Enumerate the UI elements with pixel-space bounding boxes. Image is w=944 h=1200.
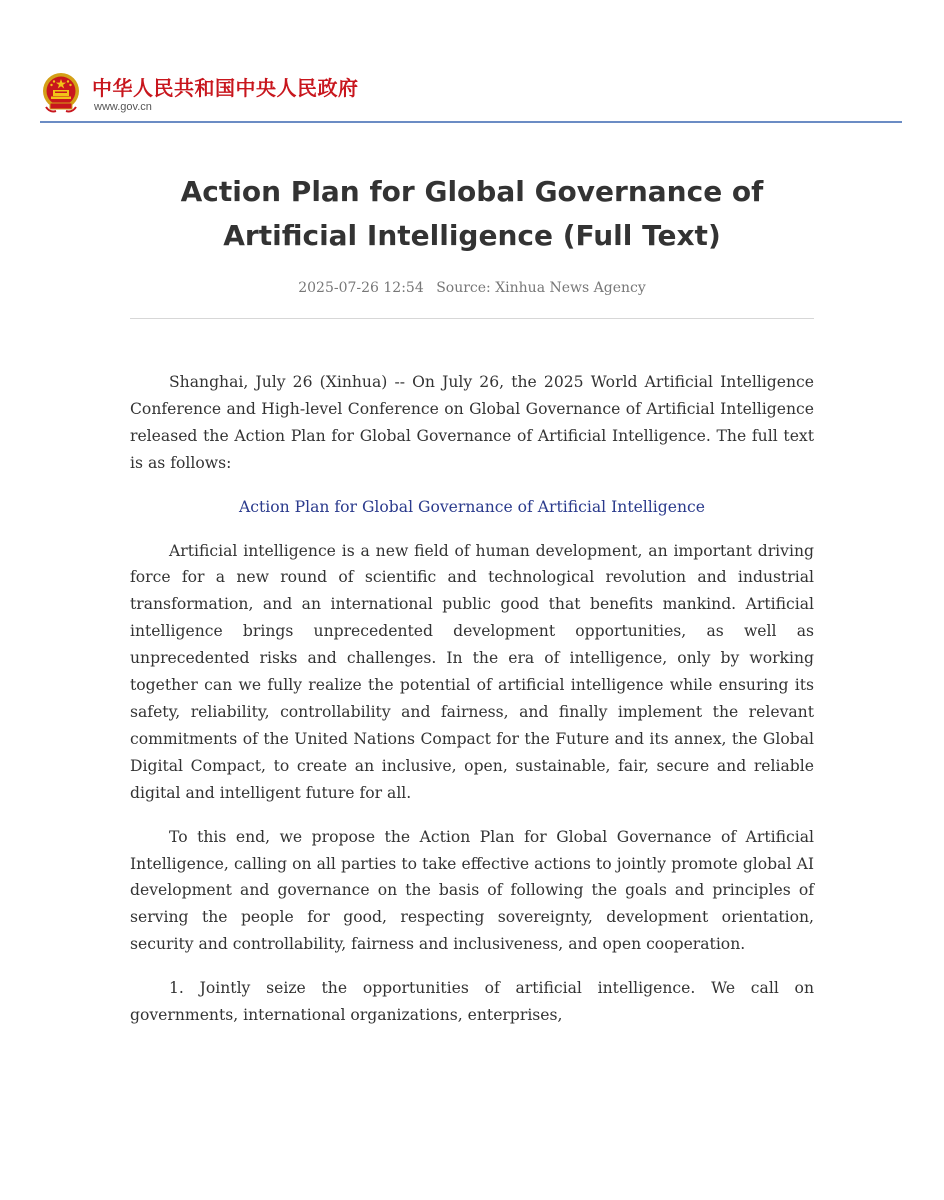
- article-meta: [130, 280, 814, 296]
- site-url[interactable]: www.gov.cn: [94, 101, 152, 113]
- article-source: Source: Xinhua News Agency: [436, 280, 646, 296]
- article-title: Action Plan for Global Governance of Artificial Intelligence (Full Text): [180, 175, 764, 252]
- paragraph-item-1: 1. Jointly seize the opportunities of artificial intelligence. We call on governments, international organizations, enterprises,: [130, 979, 814, 1025]
- meta-divider: [130, 318, 814, 319]
- paragraph-background: Artificial intelligence is a new field of human development, an important driving force for a new round of scientific and technological revolution and industrial transformation, and an international public good that benefits mankind. Artificial intelligence brings unprecedented development opportunities, as well as unprecedented risks and challenges. In the era of intelligence, only by working together can we fully realize the potential of artificial intelligence while ensuring its safety, reliability, controllability and fairness, and finally implement the relevant commitments of the United Nations Compact for the Future and its annex, the Global Digital Compact, to create an inclusive, open, sustainable, fair, secure and reliable digital and intelligent future for all.: [130, 541, 814, 802]
- paragraph-intro: Shanghai, July 26 (Xinhua) -- On July 26, the 2025 World Artificial Intelligence Conference and High-level Conference on Global Governance of Artificial Intelligence released the Action Plan for Global Governance of Artificial Intelligence. The full text is as follows:: [130, 373, 814, 472]
- article-body: [130, 369, 814, 1029]
- paragraph-proposal: To this end, we propose the Action Plan for Global Governance of Artificial Intelligence, calling on all parties to take effective actions to jointly promote global AI development and governance on the basis of following the goals and principles of serving the people for good, respecting sovereignty, development orientation, security and controllability, fairness and inclusiveness, and open cooperation.: [130, 827, 814, 954]
- site-name[interactable]: 中华人民共和国中央人民政府: [92, 76, 359, 100]
- header-divider: [40, 121, 902, 123]
- site-header: [40, 68, 902, 124]
- section-subheading: Action Plan for Global Governance of Artificial Intelligence: [238, 497, 705, 516]
- national-emblem-icon[interactable]: [42, 70, 80, 116]
- publish-datetime: 2025-07-26 12:54: [298, 280, 424, 296]
